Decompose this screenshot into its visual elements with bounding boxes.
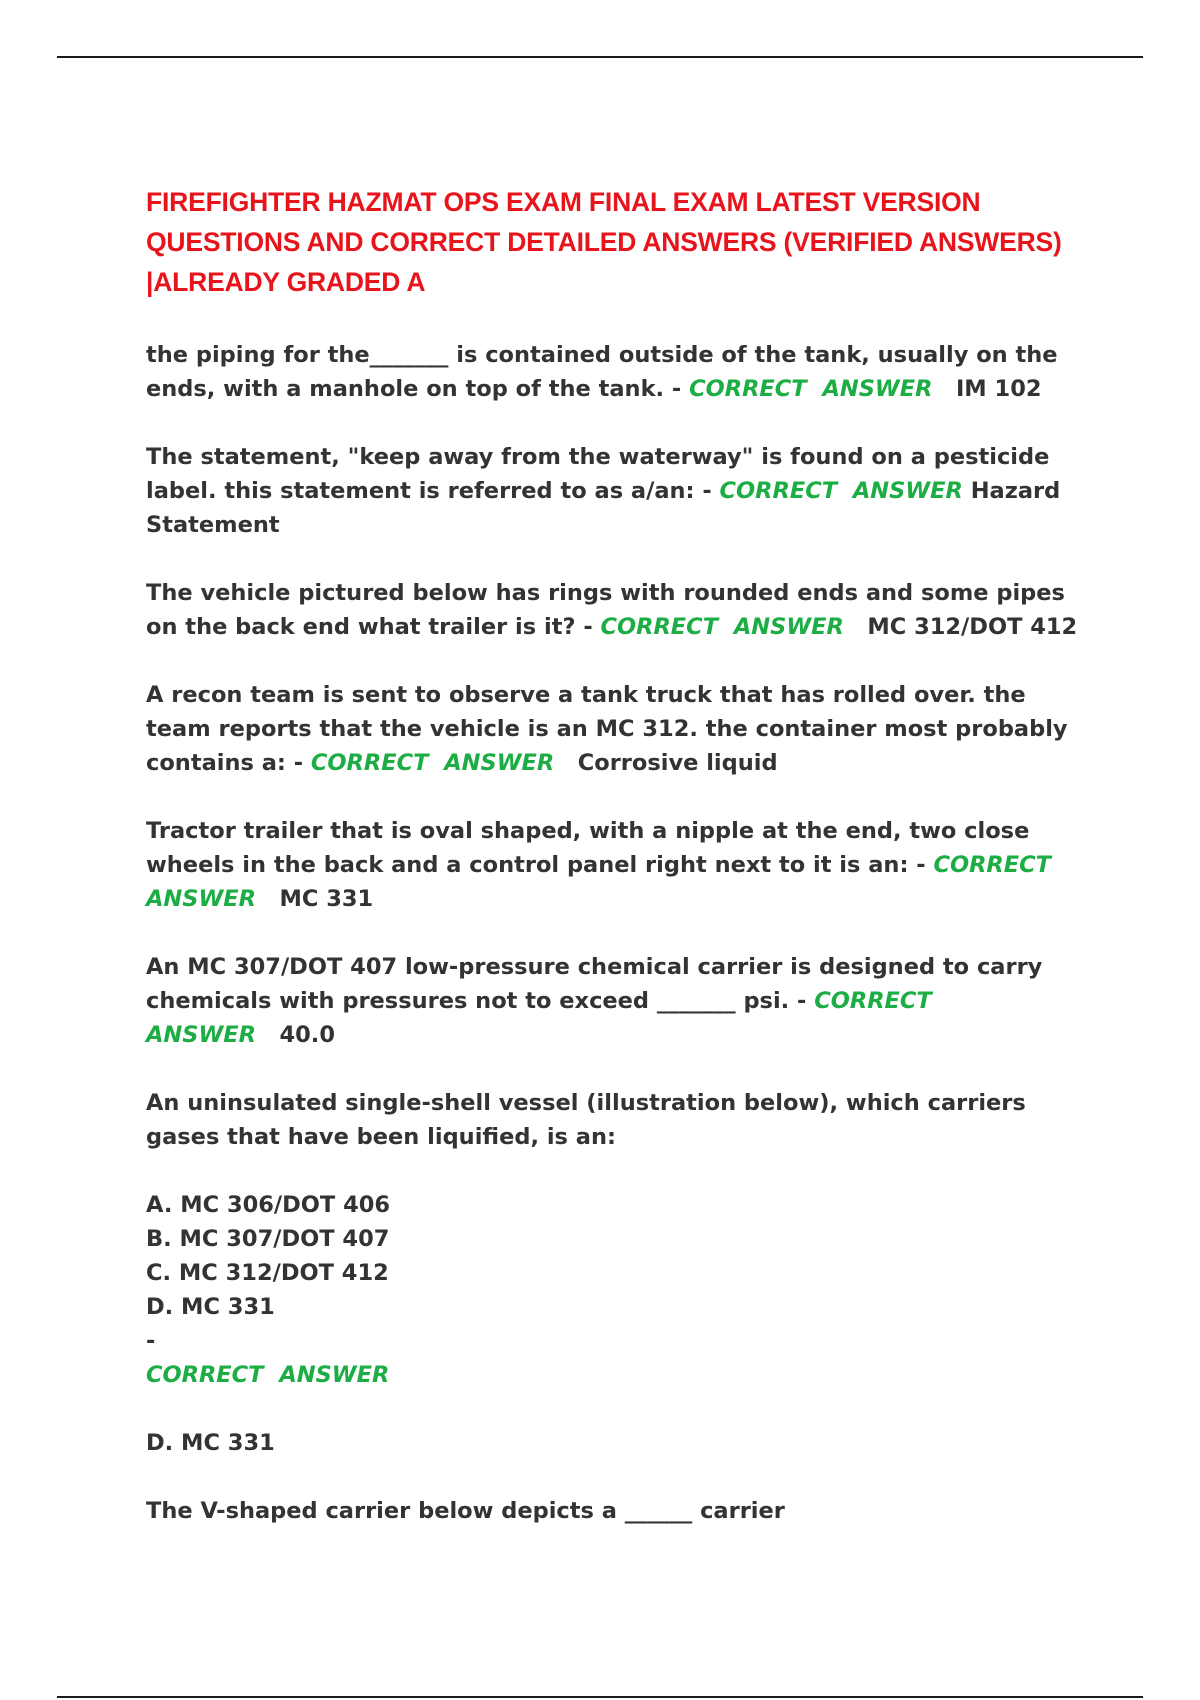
question-text: The statement, "keep away from the waterway" is found on a pesticide label. this statement is referred to as a/an: — [146, 444, 1050, 504]
question-text: The vehicle pictured below has rings with rounded ends and some pipes on the back end what trailer is it? — [146, 580, 1065, 640]
answer-text: MC 331 — [279, 886, 374, 912]
answer-separator: - — [664, 376, 690, 402]
qa-item-4 — [146, 678, 1096, 780]
qa-item-3 — [146, 576, 1096, 644]
correct-answer-label: CORRECT ANSWER — [146, 1362, 390, 1388]
answer-separator: - — [694, 478, 720, 504]
qa-item-2 — [146, 440, 1096, 542]
mc-options — [146, 1188, 1096, 1460]
qa-item-5 — [146, 814, 1096, 916]
correct-answer-label: CORRECT ANSWER — [689, 376, 933, 402]
answer-separator: - — [146, 1328, 156, 1354]
mc-option-d: D. MC 331 — [146, 1294, 275, 1320]
document-title — [146, 182, 1096, 302]
qa-item-1 — [146, 338, 1096, 406]
answer-separator: - — [789, 988, 815, 1014]
title-line-2: QUESTIONS AND CORRECT DETAILED ANSWERS (VERIFIED ANSWERS) — [146, 227, 1062, 257]
mc-option-d-line — [146, 1290, 1096, 1460]
title-line-3: |ALREADY GRADED A — [146, 267, 426, 297]
answer-separator: - — [285, 750, 311, 776]
mc-option-b: B. MC 307/DOT 407 — [146, 1226, 390, 1252]
answer-text: MC 312/DOT 412 — [867, 614, 1078, 640]
question-text: A recon team is sent to observe a tank truck that has rolled over. the team reports that the vehicle is an MC 312. the container most probably contains a: — [146, 682, 1068, 776]
answer-text: D. MC 331 — [146, 1430, 275, 1456]
correct-answer-label: CORRECT ANSWER — [146, 988, 932, 1048]
answer-text: IM 102 — [955, 376, 1042, 402]
correct-answer-label: CORRECT ANSWER — [600, 614, 844, 640]
question-text: Tractor trailer that is oval shaped, with a nipple at the end, two close wheels in the back and a control panel right next to it is an: — [146, 818, 1030, 878]
footer-rule — [57, 1696, 1143, 1698]
mc-option-list — [146, 1188, 1096, 1460]
qa-item-last — [146, 1494, 1096, 1528]
document-body — [146, 182, 1096, 1562]
correct-answer-label: CORRECT ANSWER — [719, 478, 963, 504]
question-text: The V-shaped carrier below depicts a ______ carrier — [146, 1498, 785, 1524]
title-line-1: FIREFIGHTER HAZMAT OPS EXAM FINAL EXAM LATEST VERSION — [146, 187, 981, 217]
answer-separator: - — [575, 614, 601, 640]
header-rule — [57, 56, 1143, 58]
question-text: An uninsulated single-shell vessel (illustration below), which carriers gases that have been liquified, is an: — [146, 1090, 1026, 1150]
answer-text: Hazard Statement — [146, 478, 1061, 538]
correct-answer-label: CORRECT ANSWER — [310, 750, 555, 776]
answer-text: 40.0 — [279, 1022, 335, 1048]
mc-option-c: C. MC 312/DOT 412 — [146, 1260, 389, 1286]
answer-text: Corrosive liquid — [577, 750, 778, 776]
mc-option-a: A. MC 306/DOT 406 — [146, 1192, 391, 1218]
question-text: the piping for the_______ is contained outside of the tank, usually on the ends, with a manhole on top of the tank. — [146, 342, 1058, 402]
mc-question-text — [146, 1086, 1096, 1154]
correct-answer-label: CORRECT ANSWER — [146, 852, 1051, 912]
qa-item-6 — [146, 950, 1096, 1052]
question-text: An MC 307/DOT 407 low-pressure chemical carrier is designed to carry chemicals with pressures not to exceed _______ psi. — [146, 954, 1043, 1014]
answer-separator: - — [908, 852, 934, 878]
